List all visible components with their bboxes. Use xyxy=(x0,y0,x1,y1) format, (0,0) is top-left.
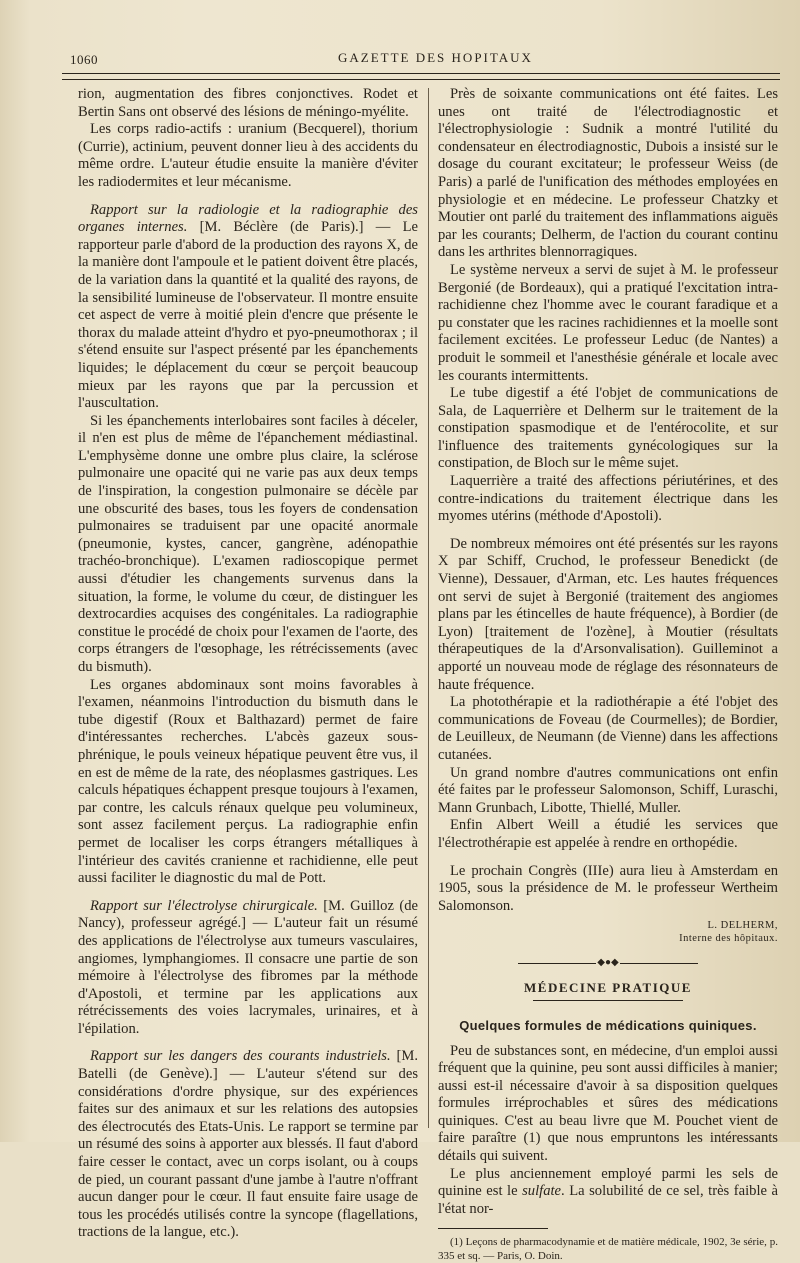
report-paragraph xyxy=(78,202,418,413)
paragraph: La photothérapie et la radiothérapie a été l'objet des communications de Foveau (de Courmelles); de Bordier, de Leuilleux, de Neumann (de Vienne) dans les affections cutanées. xyxy=(438,694,778,763)
paragraph xyxy=(438,1166,778,1219)
report-title: Rapport sur l'électrolyse chirurgicale. xyxy=(90,897,318,914)
separator-line xyxy=(620,963,698,964)
report-author: [M. Batelli (de Genève).] xyxy=(78,1048,418,1083)
paragraph: Près de soixante communications ont été faites. Les unes ont traité de l'électrodiagnostic et l'électrophysiologie : Sudnik a montré l'utilité du condensateur en électrodiagnostic, Dubois a insisté sur le dosage du courant excitateur; le professeur Weiss (de Paris) a parlé de l'unification des méthodes employées en physiologie et en médecine. Le professeur Chatzky et Moutier ont parlé du traitement des inflammations aiguës par les courants; Delherm, de l'action du courant continu dans les arthrites blennorragiques. xyxy=(438,86,778,261)
report-paragraph xyxy=(78,898,418,1039)
report-author: [M. Guilloz (de Nancy), professeur agrégé.] xyxy=(78,897,418,932)
ornament-icon: ◆●◆ xyxy=(597,957,619,969)
ornamental-separator xyxy=(438,957,778,971)
separator-line xyxy=(518,963,596,964)
paragraph: Le prochain Congrès (IIIe) aura lieu à Amsterdam en 1905, sous la présidence de M. le professeur Wertheim Salomonson. xyxy=(438,862,778,914)
page-header xyxy=(70,48,780,72)
paragraph: Les corps radio-actifs : uranium (Becquerel), thorium (Currie), actinium, peuvent donner lieu à des accidents du même ordre. L'auteur étudie ensuite la manière d'éviter les radiodermites et leur mécanisme. xyxy=(78,121,418,190)
report-paragraph xyxy=(78,1048,418,1242)
paragraph: Le système nerveux a servi de sujet à M. le professeur Bergonié (de Bordeaux), qui a pratiqué l'excitation intra-rachidienne chez l'homme avec le courant faradique et a pu constater que les racines rachidiennes et la moelle sont facilement excitées. Le professeur Leduc (de Nantes) a produit le sommeil et l'anesthésie générale et locale avec les courants intermittents. xyxy=(438,261,778,384)
right-column xyxy=(438,86,778,1263)
footnote-rule xyxy=(438,1228,548,1229)
report-body: — Le rapporteur parle d'abord de la production des rayons X, de la manière dont l'ampoule et le patient doivent être placés, de la variation dans la quantité et la qualité des rayons, de la sensibilité lumineuse de l'observateur. Il montre ensuite cet aspect de verre à moitié plein d'encre que présente le thorax du malade atteint d'hydro et pyo-pneumothorax ; il s'étend ensuite sur l'aspect présenté par les épanchements liquides; le déplacement du cœur se perçoit beaucoup mieux par les rayons que par la percussion et l'auscultation. xyxy=(78,219,418,412)
paragraph: Le tube digestif a été l'objet de communications de Sala, de Laquerrière et Delherm sur le traitement de la constipation spasmodique et de l'entérocolite, et sur l'influence des traitements gynécologiques sur la constipation, de Bloch sur le même sujet. xyxy=(438,385,778,472)
paragraph: Si les épanchements interlobaires sont faciles à déceler, il n'en est plus de même de l'épanchement médiastinal. L'emphysème donne une ombre plus claire, la sclérose pulmonaire une opacité qui ne varie pas aux deux temps de l'inspiration, la congestion pulmonaire se décèle par une obscurité des bases, tous les foyers de condensation pulmonaires se traduisent par une opacité anormale (pneumonie, kystes, cancer, gangrène, adénopathie trachéo-bronchique). L'examen radioscopique permet aussi d'étudier les changements survenus dans la situation, la forme, le volume du cœur, de distinguer les dextrocardies acquises des congénitales. La radiographie constitue le procédé de choix pour l'examen de l'aorte, des corps étrangers de l'œsophage, les rétrécissements (avec du bismuth). xyxy=(78,412,418,675)
report-author: [M. Béclère (de Paris).] xyxy=(199,219,364,236)
column-divider xyxy=(428,88,429,1128)
journal-title: GAZETTE DES HOPITAUX xyxy=(338,50,533,65)
text-run: Le plus anciennement employé parmi les sels de quinine est le xyxy=(438,1165,778,1200)
paragraph: rion, augmentation des fibres conjonctives. Rodet et Bertin Sans ont observé des lésions de méningo-myélite. xyxy=(78,86,418,120)
author-signature xyxy=(438,919,778,945)
report-title: Rapport sur les dangers des courants industriels. xyxy=(90,1048,391,1065)
footnote: (1) Leçons de pharmacodynamie et de matière médicale, 1902, 3e série, p. 335 et sq. — Paris, O. Doin. xyxy=(438,1236,778,1263)
paragraph: Les organes abdominaux sont moins favorables à l'examen, néanmoins l'introduction du bismuth dans le tube digestif (Roux et Balthazard) permet de faire d'intéressantes recherches. L'abcès gazeux sous-phrénique, le pouls veineux hépatique peuvent être vus, il en est de même de la rate, des néoplasmes gastriques. Les calculs hépatiques échappent presque toujours à l'examen, par contre, les calculs rénaux quelque peu volumineux, sont assez facilement perçus. La radiographie enfin permet de localiser les corps étrangers métalliques à l'intérieur des cavités cranienne et rachidienne, elle peut aussi faciliter le diagnostic du mal de Pott. xyxy=(78,676,418,887)
page-number: 1060 xyxy=(70,52,98,67)
signature-name: L. DELHERM, xyxy=(707,920,778,932)
section-title: MÉDECINE PRATIQUE xyxy=(524,980,692,996)
paragraph: Peu de substances sont, en médecine, d'un emploi aussi fréquent que la quinine, peu sont aussi difficiles à manier; aussi est-il nécessaire d'avoir à sa disposition quelques formules irréprochables et sûres des médications quiniques. C'est au beau livre que M. Pouchet vient de faire paraître (1) que nous empruntons les intéressants détails qui suivent. xyxy=(438,1042,778,1165)
report-title: Rapport sur la radiologie et la radiographie des organes internes. xyxy=(78,201,418,236)
section-rule xyxy=(533,1000,683,1001)
paragraph: Un grand nombre d'autres communications ont enfin été faites par le professeur Salomonson, Schiff, Luraschi, Mann Grunbach, Libotte, Thiellé, Muller. xyxy=(438,764,778,816)
paragraph: Laquerrière a traité des affections périutérines, et des contre-indications du traitement électrique dans les myomes utérins (méthode d'Apostoli). xyxy=(438,473,778,525)
signature-role: Interne des hôpitaux. xyxy=(679,933,778,945)
paragraph: De nombreux mémoires ont été présentés sur les rayons X par Schiff, Cruchod, le professeur Benedickt (de Vienne), Dessauer, d'Arman, etc. Les hautes fréquences ont servi de sujet à Bergonié (traitement des angiomes plans par les étincelles de haute fréquence), à Bordier (de Lyon) [traitement de l'ozène], à Moutier (résultats thérapeutiques de la d'Arsonvalisation). Guilleminot a apporté un nouveau mode de réglage des résonnateurs de haute fréquence. xyxy=(438,535,778,693)
report-body: — L'auteur fait un résumé des applications de l'électrolyse aux tumeurs vasculaires, angiomes, lymphangiomes. Il consacre une partie de son mémoire à l'électrolyse des fibromes par la méthode d'Apostoli, et termine par les applications aux rétrécissements des voies lacrymales, urinaires, et à l'épilation. xyxy=(78,915,418,1037)
header-rule xyxy=(62,73,780,80)
text-run: . La solubilité de ce sel, très faible à l'état nor- xyxy=(438,1183,778,1217)
left-column xyxy=(78,86,418,1242)
subsection-title: Quelques formules de médications quiniques. xyxy=(459,1017,757,1033)
italic-term: sulfate xyxy=(522,1183,562,1200)
paragraph: Enfin Albert Weill a étudié les services que l'électrothérapie est appelée à rendre en orthopédie. xyxy=(438,817,778,851)
report-body: — L'auteur s'étend sur des considérations d'ordre physique, sur des expériences faites sur des animaux et sur les relations des autopsies des électrocutés des Etats-Unis. Le rapport se termine par un résumé des soins à apporter aux blessés. Il faut d'abord faire cesser le contact, avec un corps isolant, ou à coups de pied, un courant passant d'une jambe à l'autre n'offrant aucun danger pour le cœur. Il faut ensuite faire usage de tous les procédés utilisés contre la syncope (flagellations, tractions de la langue, etc.). xyxy=(78,1066,418,1241)
